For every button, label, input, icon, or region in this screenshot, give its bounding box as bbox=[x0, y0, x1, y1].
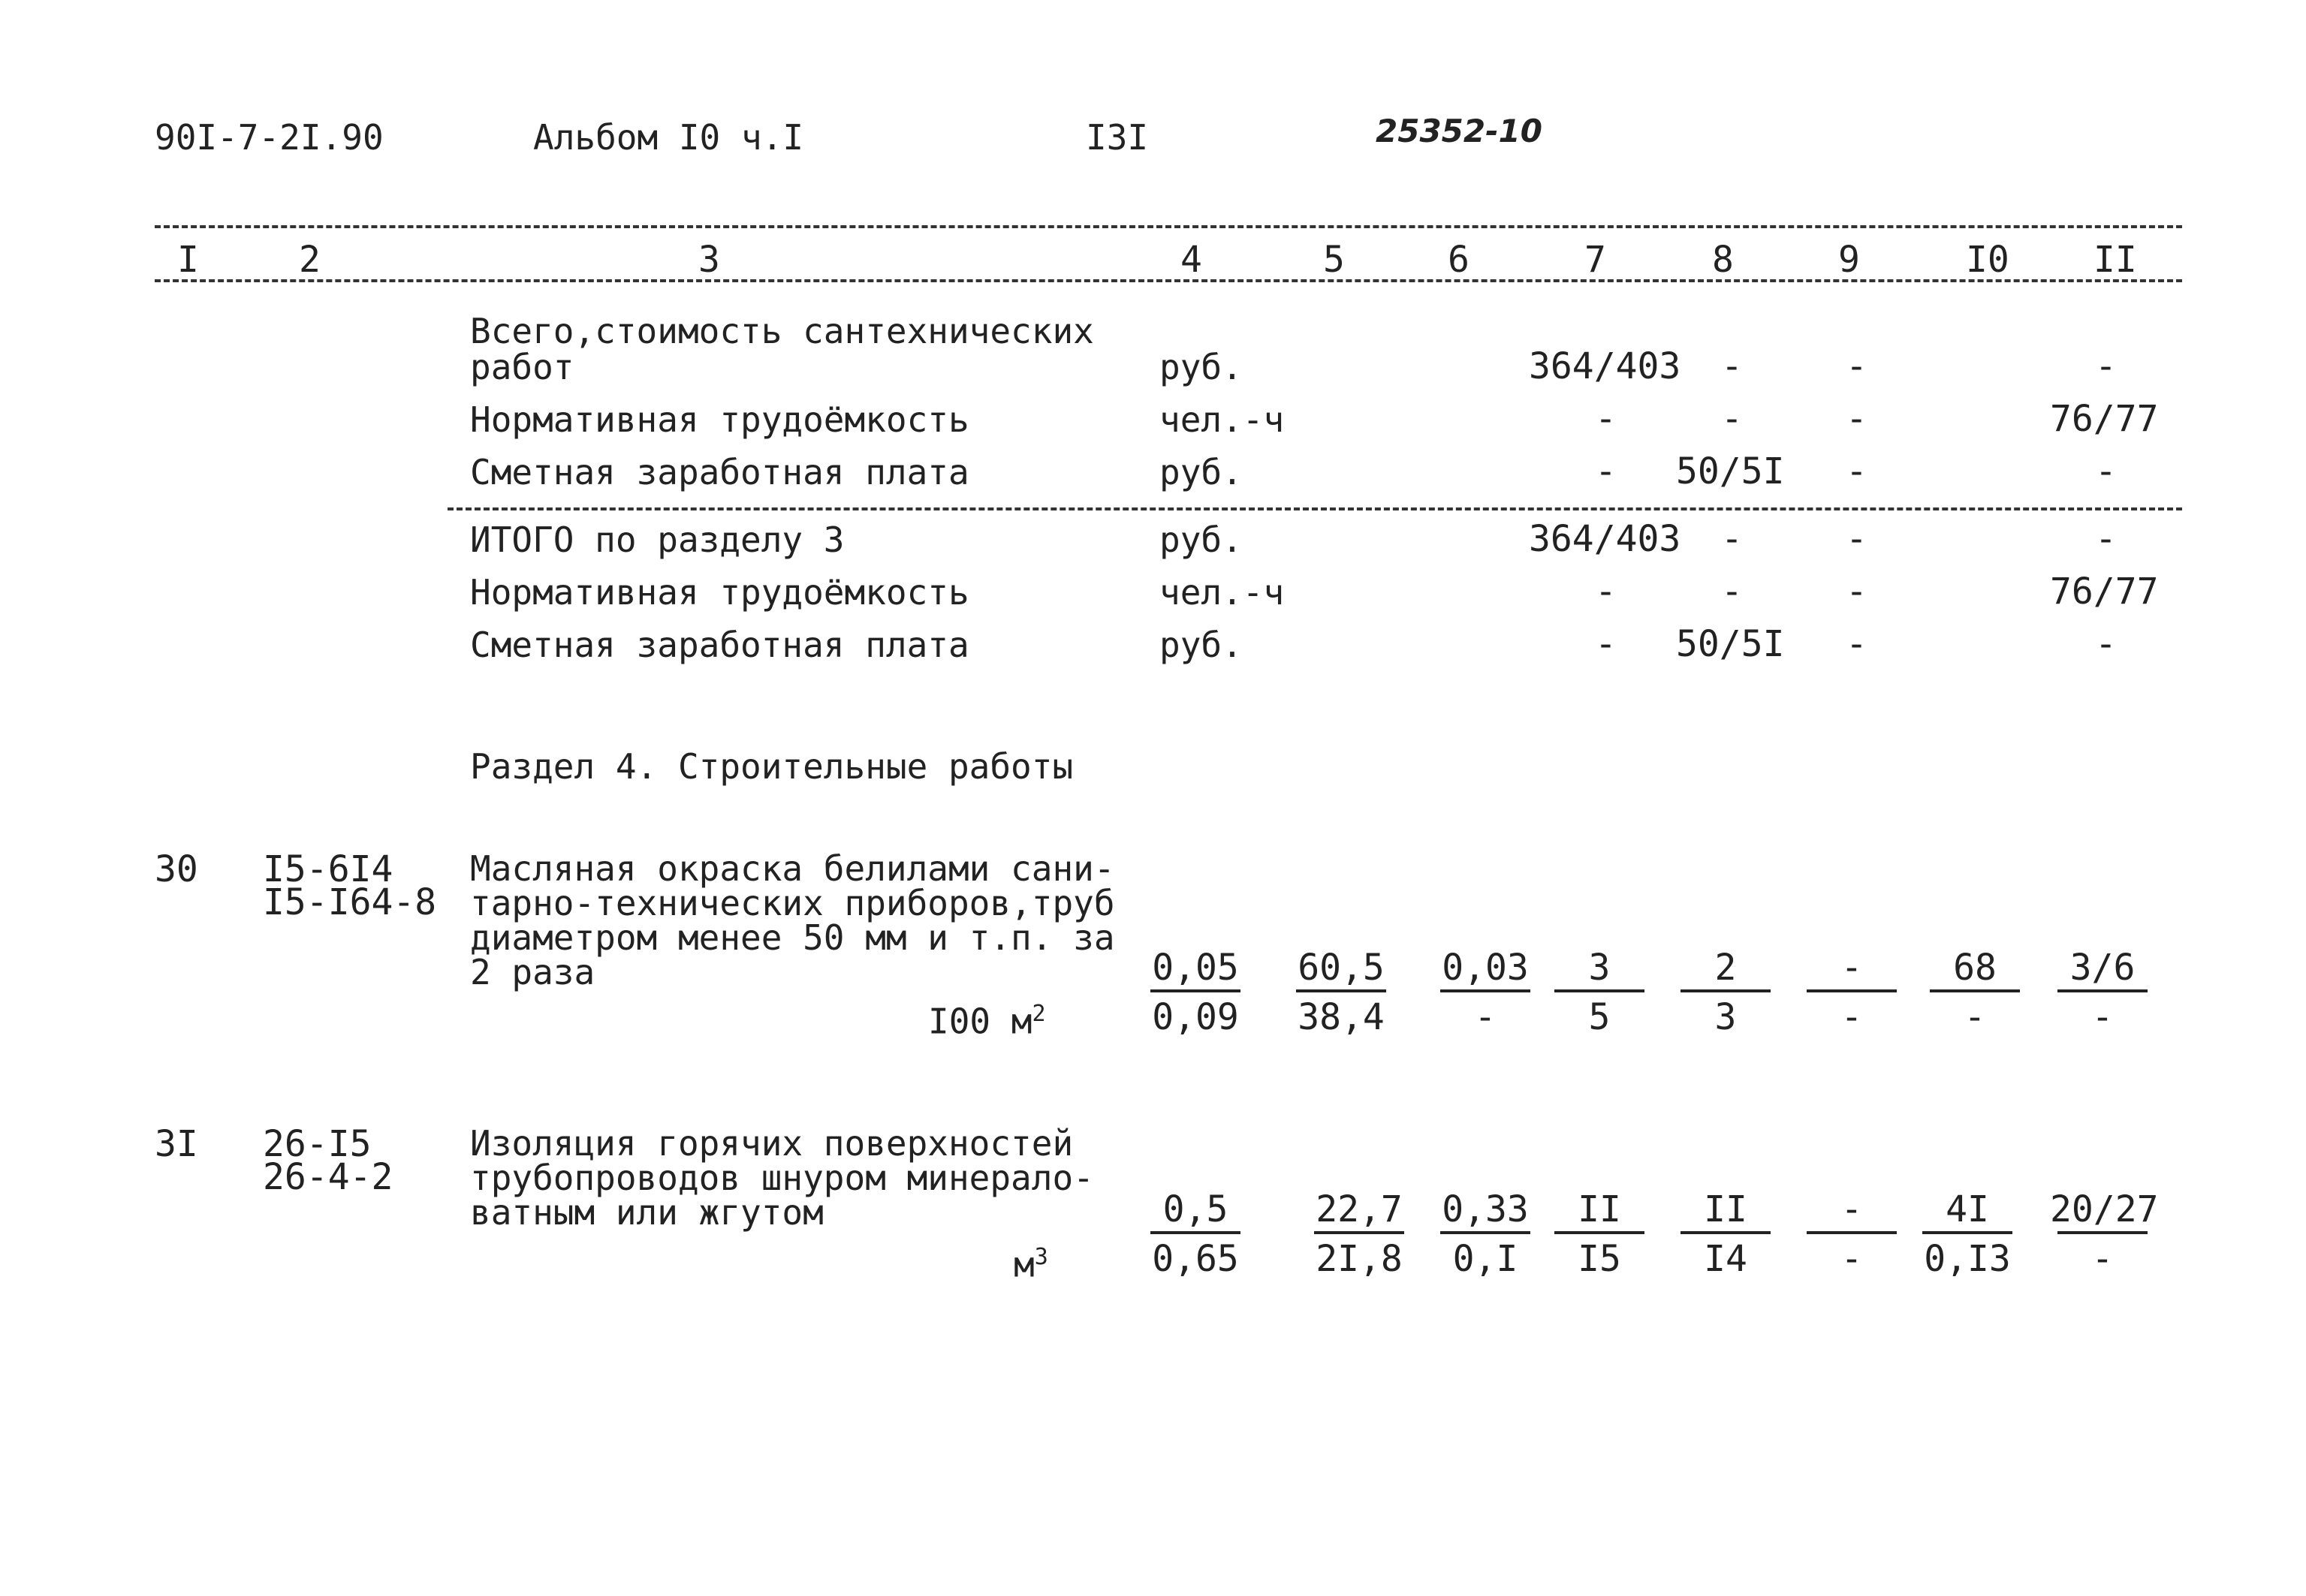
item-cell-col4 bbox=[1143, 947, 1248, 1037]
summary-labor-unit: чел.-ч bbox=[1159, 399, 1285, 440]
summary-wage-col7: - bbox=[1595, 450, 1617, 492]
fraction-bar bbox=[1807, 989, 1897, 992]
fraction-bar bbox=[2057, 1231, 2148, 1234]
cell-bottom-value: 0,I bbox=[1452, 1238, 1518, 1280]
item-description-line: трубопроводов шнуром минерало- bbox=[470, 1158, 1094, 1198]
section-labor-col7: - bbox=[1595, 571, 1617, 613]
item-cell-col10 bbox=[1922, 947, 2027, 1037]
fraction-bar bbox=[1681, 989, 1771, 992]
page-number: I3I bbox=[1086, 117, 1149, 158]
cell-top-value: 0,5 bbox=[1162, 1188, 1228, 1230]
summary-labor-col7: - bbox=[1595, 398, 1617, 440]
item-unit bbox=[928, 1001, 1046, 1042]
section-labor-col8: - bbox=[1721, 571, 1743, 613]
cell-bottom-value: 0,65 bbox=[1152, 1238, 1239, 1280]
item-unit-exponent: 3 bbox=[1034, 1244, 1048, 1270]
item-code-primary: 26-I5 bbox=[263, 1123, 372, 1165]
section-wage-label: Сметная заработная плата bbox=[470, 625, 969, 665]
album-label: Альбом I0 ч.I bbox=[533, 117, 804, 158]
cell-top-value: 4I bbox=[1946, 1188, 1989, 1230]
cell-top-value: 0,33 bbox=[1442, 1188, 1529, 1230]
item-description-line: 2 раза bbox=[470, 952, 595, 992]
cell-top-value: 22,7 bbox=[1316, 1188, 1403, 1230]
item-cell-col8 bbox=[1673, 947, 1778, 1037]
cell-top-value: 20/27 bbox=[2050, 1188, 2159, 1230]
column-header-1: I bbox=[177, 239, 199, 281]
column-header-10: I0 bbox=[1966, 239, 2009, 281]
section-labor-col11: 76/77 bbox=[2050, 571, 2159, 613]
cell-bottom-value: 5 bbox=[1588, 996, 1611, 1038]
summary-labor-label: Нормативная трудоёмкость bbox=[470, 399, 969, 440]
fraction-bar bbox=[1922, 1231, 2012, 1234]
summary-total-col7: 364/403 bbox=[1529, 345, 1681, 387]
section-labor-label: Нормативная трудоёмкость bbox=[470, 572, 969, 613]
item-cell-col6 bbox=[1433, 947, 1538, 1037]
summary-total-label-line1: Всего,стоимость сантехнических bbox=[470, 311, 1094, 351]
cell-top-value: II bbox=[1704, 1188, 1747, 1230]
item-cell-col7 bbox=[1547, 1189, 1652, 1279]
document-code: 90I-7-2I.90 bbox=[155, 117, 384, 158]
column-header-11: II bbox=[2093, 239, 2137, 281]
cell-bottom-value: - bbox=[2091, 996, 2114, 1038]
cell-bottom-value: I5 bbox=[1578, 1238, 1621, 1280]
column-header-6: 6 bbox=[1448, 239, 1470, 281]
column-header-4: 4 bbox=[1180, 239, 1202, 281]
item-cell-col6 bbox=[1433, 1189, 1538, 1279]
item-cell-col7 bbox=[1547, 947, 1652, 1037]
item-description-line: тарно-технических приборов,труб bbox=[470, 883, 1115, 923]
item-unit-main: м bbox=[1014, 1244, 1035, 1285]
cell-bottom-value: - bbox=[2091, 1238, 2114, 1280]
item-description-line: ватным или жгутом bbox=[470, 1192, 824, 1233]
fraction-bar bbox=[1440, 1231, 1530, 1234]
cell-top-value: - bbox=[1840, 1188, 1863, 1230]
item-cell-col11 bbox=[2050, 1188, 2159, 1280]
item-cell-col9 bbox=[1799, 1189, 1904, 1279]
cell-bottom-value: 3 bbox=[1714, 996, 1737, 1038]
summary-wage-label: Сметная заработная плата bbox=[470, 452, 969, 492]
section-wage-col8: 50/5I bbox=[1676, 623, 1785, 665]
column-header-9: 9 bbox=[1838, 239, 1860, 281]
column-header-7: 7 bbox=[1584, 239, 1606, 281]
column-header-2: 2 bbox=[299, 239, 321, 281]
column-header-5: 5 bbox=[1323, 239, 1345, 281]
item-description-line: диаметром менее 50 мм и т.п. за bbox=[470, 917, 1115, 958]
fraction-bar bbox=[1150, 1231, 1240, 1234]
cell-top-value: 60,5 bbox=[1298, 947, 1385, 989]
summary-total-unit: руб. bbox=[1159, 347, 1243, 387]
summary-wage-unit: руб. bbox=[1159, 452, 1243, 492]
handwritten-stamp-number: 25352-10 bbox=[1376, 113, 1542, 149]
cell-bottom-value: 38,4 bbox=[1298, 996, 1385, 1038]
item-description-line: Масляная окраска белилами сани- bbox=[470, 848, 1115, 889]
cell-top-value: 0,03 bbox=[1442, 947, 1529, 989]
item-unit-exponent: 2 bbox=[1032, 1001, 1046, 1027]
fraction-bar bbox=[1930, 989, 2020, 992]
cell-bottom-value: 0,09 bbox=[1152, 996, 1239, 1038]
item-number: 30 bbox=[155, 848, 198, 890]
item-unit-main: I00 м bbox=[928, 1001, 1032, 1042]
column-header-8: 8 bbox=[1712, 239, 1734, 281]
summary-total-label-line2: работ bbox=[470, 347, 574, 387]
cell-top-value: 3/6 bbox=[2069, 947, 2136, 989]
section-total-col11: - bbox=[2095, 518, 2117, 560]
cell-top-value: 0,05 bbox=[1152, 947, 1239, 989]
item-code-primary: I5-6I4 bbox=[263, 848, 393, 890]
cell-top-value: 2 bbox=[1714, 947, 1737, 989]
summary-separator-dashed-rule bbox=[448, 507, 2182, 510]
item-cell-col11 bbox=[2050, 947, 2155, 1037]
item-unit bbox=[1014, 1244, 1048, 1285]
summary-total-col9: - bbox=[1846, 345, 1867, 387]
summary-total-col8: - bbox=[1721, 345, 1743, 387]
fraction-bar bbox=[1554, 1231, 1644, 1234]
item-code-secondary: 26-4-2 bbox=[263, 1156, 393, 1198]
section-total-unit: руб. bbox=[1159, 519, 1243, 560]
cell-bottom-value: - bbox=[1474, 996, 1497, 1038]
fraction-bar bbox=[1554, 989, 1644, 992]
item-cell-col10 bbox=[1915, 1189, 2020, 1279]
item-code-secondary: I5-I64-8 bbox=[263, 881, 437, 923]
cell-bottom-value: I4 bbox=[1704, 1238, 1747, 1280]
fraction-bar bbox=[2057, 989, 2148, 992]
summary-total-col11: - bbox=[2095, 345, 2117, 387]
item-cell-col4 bbox=[1143, 1189, 1248, 1279]
section-total-col9: - bbox=[1846, 518, 1867, 560]
section-labor-col9: - bbox=[1846, 571, 1867, 613]
section-wage-col11: - bbox=[2095, 623, 2117, 665]
summary-wage-col11: - bbox=[2095, 450, 2117, 492]
header-bottom-dashed-rule bbox=[155, 279, 2182, 282]
section-labor-unit: чел.-ч bbox=[1159, 572, 1285, 613]
cell-top-value: - bbox=[1840, 947, 1863, 989]
cell-bottom-value: 2I,8 bbox=[1316, 1238, 1403, 1280]
item-cell-col9 bbox=[1799, 947, 1904, 1037]
fraction-bar bbox=[1150, 989, 1240, 992]
section-wage-unit: руб. bbox=[1159, 625, 1243, 665]
section-total-label: ИТОГО по разделу 3 bbox=[470, 519, 845, 560]
summary-wage-col9: - bbox=[1846, 450, 1867, 492]
cell-bottom-value: 0,I3 bbox=[1924, 1238, 2011, 1280]
summary-wage-col8: 50/5I bbox=[1676, 450, 1785, 492]
cell-top-value: 68 bbox=[1953, 947, 1997, 989]
summary-labor-col11: 76/77 bbox=[2050, 398, 2159, 440]
cell-top-value: 3 bbox=[1588, 947, 1611, 989]
fraction-bar bbox=[1314, 1231, 1404, 1234]
item-description-line: Изоляция горячих поверхностей bbox=[470, 1123, 1074, 1164]
item-cell-col8 bbox=[1673, 1189, 1778, 1279]
item-number: 3I bbox=[155, 1123, 198, 1165]
table-top-dashed-rule bbox=[155, 225, 2182, 228]
cell-bottom-value: - bbox=[1840, 1238, 1863, 1280]
section-wage-col7: - bbox=[1595, 623, 1617, 665]
fraction-bar bbox=[1807, 1231, 1897, 1234]
item-cell-col5 bbox=[1307, 1189, 1412, 1279]
summary-labor-col8: - bbox=[1721, 398, 1743, 440]
section-heading: Раздел 4. Строительные работы bbox=[470, 746, 1074, 787]
cell-bottom-value: - bbox=[1840, 996, 1863, 1038]
cell-top-value: II bbox=[1578, 1188, 1621, 1230]
fraction-bar bbox=[1296, 989, 1386, 992]
fraction-bar bbox=[1440, 989, 1530, 992]
summary-labor-col9: - bbox=[1846, 398, 1867, 440]
column-header-3: 3 bbox=[698, 239, 720, 281]
section-wage-col9: - bbox=[1846, 623, 1867, 665]
item-cell-col5 bbox=[1289, 947, 1394, 1037]
fraction-bar bbox=[1681, 1231, 1771, 1234]
cell-bottom-value: - bbox=[1964, 996, 1986, 1038]
section-total-col7: 364/403 bbox=[1529, 518, 1681, 560]
section-total-col8: - bbox=[1721, 518, 1743, 560]
